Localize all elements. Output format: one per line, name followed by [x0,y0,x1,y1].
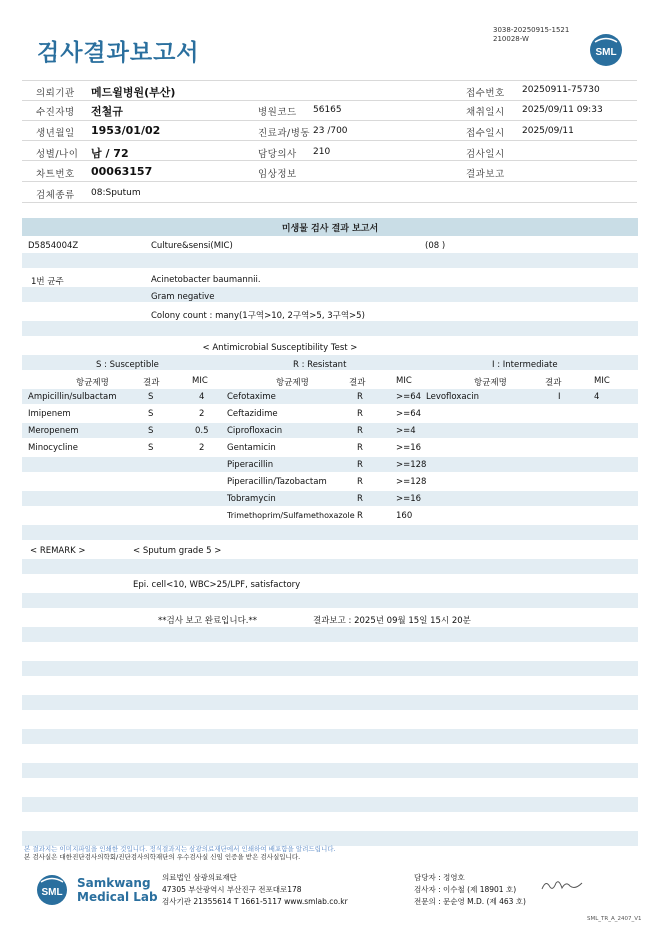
ast-mic: 2 [199,409,205,419]
row-band [22,525,638,540]
ast-result: R [357,511,363,521]
ast-drug: Meropenem [28,426,79,436]
specimen-label: 검체종류 [36,190,75,201]
patient-name-label: 수진자명 [36,107,75,118]
ast-drug: Ceftazidime [227,409,278,419]
institution-label: 의뢰기관 [36,88,75,99]
chart-no-value: 00063157 [91,165,153,178]
page-title: 검사결과보고서 [37,40,200,66]
ast-mic: >=64 [396,392,422,402]
col-header-mic: MIC [396,376,412,386]
row-band [22,491,638,506]
ast-result: R [357,409,363,419]
test-name: Culture&sensi(MIC) [151,241,233,251]
remark-label: < REMARK > [30,546,86,556]
brand-line-2: Medical Lab [77,890,158,904]
divider [22,140,637,141]
ast-result: S [148,392,154,402]
institution-value: 메드윌병원(부산) [91,86,176,99]
ast-mic: >=128 [396,477,427,487]
ast-drug: Cefotaxime [227,392,276,402]
report-timestamp: 결과보고 : 2025년 09월 15일 15시 20분 [313,616,471,626]
divider [22,181,637,182]
tester-name: 검사자 : 이수철 (제 18901 호) [414,885,517,894]
report-label: 결과보고 [466,169,505,180]
collect-date-label: 채취일시 [466,107,505,118]
sml-logo-text: SML [595,47,617,58]
colony-count: Colony count : many(1구역>10, 2구역>5, 3구역>5) [151,311,365,321]
ast-drug: Trimethoprim/Sulfamethoxazole [227,511,355,520]
ast-drug: Imipenem [28,409,71,419]
receipt-date-label: 접수일시 [466,128,505,139]
test-ref: (08 ) [425,241,446,251]
ast-drug: Piperacillin [227,460,274,470]
ast-result: S [148,443,154,453]
ast-result: R [357,477,363,487]
ast-drug: Gentamicin [227,443,276,453]
ast-mic: >=4 [396,426,416,436]
col-header-result: 결과 [349,378,366,388]
brand-name [77,876,158,904]
col-header-result: 결과 [545,378,562,388]
specialist-name: 전문의 : 문순영 M.D. (제 463 호) [414,897,526,906]
receipt-no-value: 20250911-75730 [522,85,600,95]
row-band [22,253,638,268]
dept-label: 진료과/병동 [258,128,311,139]
ast-result: S [148,409,154,419]
sml-logo-icon [36,874,74,906]
ast-result: R [357,494,363,504]
org-contact: 검사기관 21355614 T 1661-5117 www.smlab.co.kr [162,897,348,906]
remark-grade: < Sputum grade 5 > [133,546,222,556]
ast-mic: >=128 [396,460,427,470]
col-header-mic: MIC [192,376,208,386]
test-date-label: 검사일시 [466,149,505,160]
legend-intermediate: I : Intermediate [492,360,558,370]
legend-resistant: R : Resistant [293,360,347,370]
doctor-label: 담당의사 [258,149,297,160]
ast-mic: 0.5 [195,426,209,436]
ast-result: R [357,392,363,402]
patient-name-value: 전철규 [91,105,123,118]
col-header-drug: 항균제명 [76,378,109,388]
remark-detail: Epi. cell<10, WBC>25/LPF, satisfactory [133,580,301,590]
row-band [22,661,638,676]
dept-value: 23 /700 [313,126,348,136]
receipt-no-label: 접수번호 [466,88,505,99]
ast-drug: Minocycline [28,443,78,453]
divider [22,100,637,101]
gram-stain: Gram negative [151,292,215,302]
divider [22,120,637,121]
ast-result: I [558,392,561,402]
org-name: 의료법인 삼광의료재단 [162,873,237,882]
row-band [22,763,638,778]
test-code: D5854004Z [28,241,79,251]
sex-age-label: 성별/나이 [36,149,79,160]
organism-name: Acinetobacter baumannii. [151,275,261,285]
ast-mic: 2 [199,443,205,453]
ast-drug: Piperacillin/Tazobactam [227,477,327,487]
document-number-line-2: 210028-W [493,35,529,43]
divider [22,80,637,81]
clinical-info-label: 임상정보 [258,169,297,180]
ast-drug: Tobramycin [227,494,276,504]
doctor-value: 210 [313,147,331,157]
row-band [22,797,638,812]
ast-drug: Ampicillin/sulbactam [28,392,117,402]
section-title: 미생물 검사 결과 보고서 [281,224,379,234]
ast-drug: Ciprofloxacin [227,426,283,436]
specimen-value: 08:Sputum [91,188,141,198]
dob-value: 1953/01/02 [91,124,161,137]
ast-mic: 160 [396,511,413,521]
col-header-result: 결과 [143,378,160,388]
document-number [493,26,569,44]
isolate-label: 1번 균주 [31,277,64,287]
row-band [22,287,638,302]
report-complete-message: **검사 보고 완료입니다.** [158,616,258,626]
brand-line-1: Samkwang [77,876,151,890]
collect-date-value: 2025/09/11 09:33 [522,105,603,115]
signature-icon [540,877,586,893]
document-number-line-1: 3038-20250915-1521 [493,26,570,34]
chart-no-label: 차트번호 [36,169,75,180]
hospital-code-label: 병원코드 [258,107,297,118]
row-band [22,457,638,472]
col-header-drug: 항균제명 [276,378,309,388]
manager-name: 담당자 : 정영호 [414,873,465,882]
sml-logo-text: SML [41,887,63,898]
ast-result: R [357,460,363,470]
ast-mic: 4 [594,392,600,402]
row-band [22,695,638,710]
row-band [22,423,638,438]
divider [22,202,637,203]
form-code: SML_TR_A_2407_V1 [587,916,642,922]
ast-mic: >=16 [396,443,422,453]
sex-age-value: 남 / 72 [91,147,129,160]
sml-logo-icon [589,33,623,67]
ast-result: R [357,443,363,453]
print-notice: 본 결과지는 이미지파일을 인쇄한 것입니다. 정식결과지는 삼광의료재단에서 인쇄하여 배포함을 알려드립니다. [24,845,336,853]
receipt-date-value: 2025/09/11 [522,126,574,136]
accreditation-notice: 본 검사실은 대한진단검사의학회/진단검사의학재단의 우수검사실 신임 인증을 받은 검사실입니다. [24,853,301,861]
ast-result: S [148,426,154,436]
ast-title: < Antimicrobial Susceptibility Test > [202,343,358,353]
row-band [22,627,638,642]
org-address: 47305 부산광역시 부산진구 전포대로178 [162,885,302,894]
row-band [22,593,638,608]
ast-mic: >=16 [396,494,422,504]
ast-result: R [357,426,363,436]
row-band [22,321,638,336]
legend-susceptible: S : Susceptible [96,360,159,370]
ast-mic: >=64 [396,409,422,419]
row-band [22,559,638,574]
dob-label: 생년월일 [36,128,75,139]
row-band [22,729,638,744]
col-header-mic: MIC [594,376,610,386]
hospital-code-value: 56165 [313,105,342,115]
ast-drug: Levofloxacin [426,392,480,402]
col-header-drug: 항균제명 [474,378,507,388]
ast-mic: 4 [199,392,205,402]
